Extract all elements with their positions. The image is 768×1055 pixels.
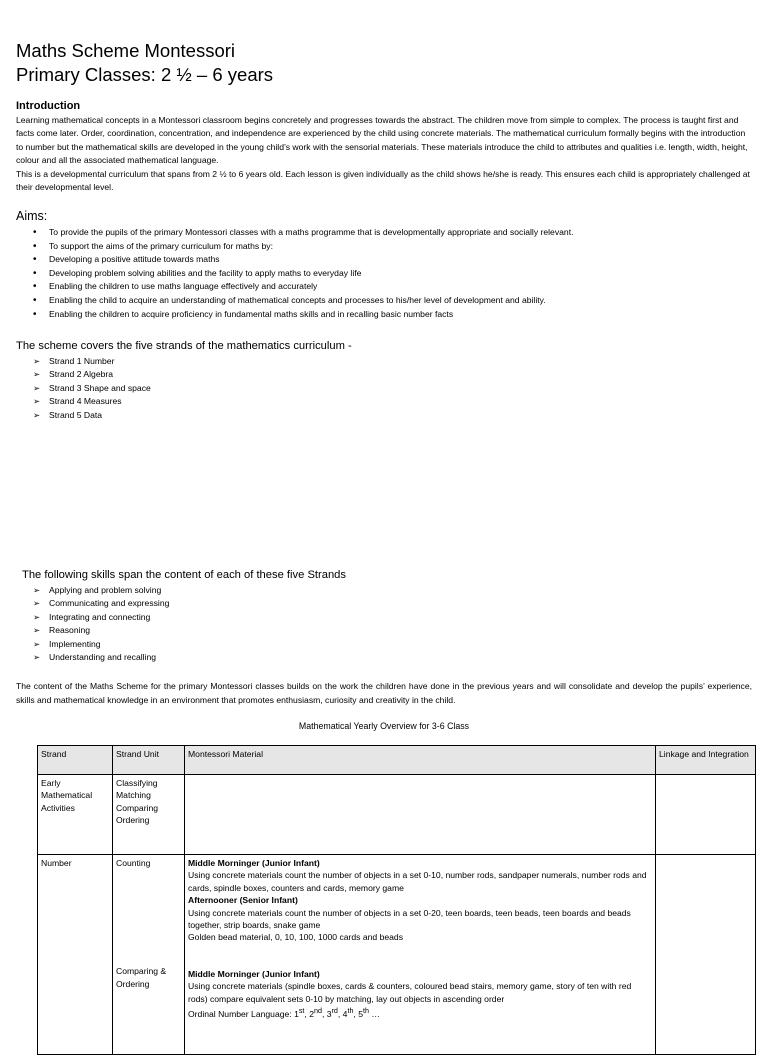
table-header-row	[38, 746, 756, 775]
unit-item: Classifying	[116, 778, 158, 788]
unit-item: Ordering	[116, 815, 150, 826]
skill-item: ➢ Implementing	[33, 638, 169, 651]
aims-list	[33, 226, 573, 321]
ordinal-ellipsis: …	[368, 1008, 380, 1019]
skill-item: ➢ Integrating and connecting	[33, 611, 169, 624]
header-strand-unit: Strand Unit	[113, 746, 185, 775]
intro-text-1: Learning mathematical concepts in a Montessori classroom begins concretely and progresses towards the abstract. The children move from simple to complex. The process is taught first and facts come later. Order, coordination, concentration, and independence are experienced by the child using concrete materials. The mathematical curriculum formally begins with the introduction to number but the mathematical skills are developed in the young child’s work with the sensorial materials. These materials introduce the child to attributes and qualities i.e. length, width, height, colour and all the associated mathematical language.	[16, 115, 748, 166]
cell-strand-unit	[113, 855, 185, 1055]
skill-item: ➢ Applying and problem solving	[33, 584, 169, 597]
document-subtitle: Primary Classes: 2 ½ – 6 years	[16, 64, 274, 85]
strand-item: ➢ Strand 2 Algebra	[33, 368, 151, 381]
content-paragraph: The content of the Maths Scheme for the primary Montessori classes builds on the work the children have done in the previous years and will consolidate and develop the pupils’ experience, skills and mathematical knowledge in an environment that promotes enthusiasm, curiosity and creativity in the child.	[16, 681, 752, 705]
cell-linkage	[656, 855, 756, 1055]
aims-item: • Developing a positive attitude towards maths	[33, 253, 573, 267]
header-linkage: Linkage and Integration	[656, 746, 756, 775]
ordinal-suffix: rd	[331, 1007, 338, 1016]
ordinal-number: 3	[326, 1008, 332, 1019]
table-row	[38, 855, 756, 1055]
aims-item: • Enabling the child to acquire an understanding of mathematical concepts and processes to his/her level of development and ability.	[33, 294, 573, 308]
material-text: Using concrete materials (spindle boxes, cards & counters, coloured bead stairs, memory game, story of ten with red rods) compare equivalent sets 0-10 by matching, lay out objects in ascending order	[188, 981, 632, 1004]
strands-list	[33, 355, 151, 422]
strand-item: ➢ Strand 5 Data	[33, 409, 151, 422]
unit-item: Comparing	[116, 802, 159, 813]
strand-item: ➢ Strand 3 Shape and space	[33, 382, 151, 395]
cell-material	[185, 775, 656, 855]
material-subheading: Middle Morninger (Junior Infant)	[188, 858, 320, 868]
ordinal-prefix: Ordinal Number Language:	[188, 1008, 295, 1019]
table-caption: Mathematical Yearly Overview for 3-6 Class	[298, 721, 470, 731]
skill-item: ➢ Communicating and expressing	[33, 597, 169, 610]
yearly-overview-table	[37, 745, 756, 1055]
cell-linkage	[656, 775, 756, 855]
material-text: Golden bead material, 0, 10, 100, 1000 cards and beads	[188, 932, 403, 943]
cell-strand: Number	[38, 855, 113, 1055]
strand-item: ➢ Strand 4 Measures	[33, 395, 151, 408]
skill-item: ➢ Understanding and recalling	[33, 651, 169, 664]
ordinal-suffix: th	[362, 1007, 369, 1016]
ordinal-suffix: st	[298, 1007, 305, 1016]
intro-text-2: This is a developmental curriculum that spans from 2 ½ to 6 years old. Each lesson is given individually as the child shows he/she is ready. This ensures each child is appropriately challenged at their developmental level.	[16, 168, 750, 193]
cell-material	[185, 855, 656, 1055]
aims-item: • To provide the pupils of the primary Montessori classes with a maths programme that is developmentally appropriate and socially relevant.	[33, 226, 573, 240]
ordinal-number: 5	[358, 1008, 363, 1019]
material-subheading: Middle Morninger (Junior Infant)	[188, 968, 320, 979]
table-row	[38, 775, 756, 855]
document-title: Maths Scheme Montessori	[16, 40, 236, 61]
material-subheading: Afternooner (Senior Infant)	[188, 895, 298, 906]
aims-item: • Enabling the children to use maths language effectively and accurately	[33, 280, 573, 294]
ordinal-number: 1	[294, 1008, 299, 1019]
skills-lead: The following skills span the content of each of these five Strands	[22, 569, 347, 581]
strand-item: ➢ Strand 1 Number	[33, 355, 151, 368]
ordinal-suffix: nd	[313, 1007, 322, 1016]
cell-strand: Early Mathematical Activities	[38, 775, 113, 855]
strands-lead: The scheme covers the five strands of the mathematics curriculum -	[16, 340, 352, 352]
introduction-heading: Introduction	[16, 100, 81, 112]
ordinal-number: 2	[309, 1008, 314, 1019]
aims-item: • Enabling the children to acquire proficiency in fundamental maths skills and in recalling basic number facts	[33, 308, 573, 322]
ordinal-suffix: th	[347, 1007, 354, 1016]
material-text: Using concrete materials count the number of objects in a set 0-20, teen boards, teen beads, teen boards and beads together, strip boards, snake game	[188, 907, 631, 931]
material-text: Using concrete materials count the number of objects in a set 0-10, number rods, sandpaper numerals, number rods and cards, spindle boxes, counters and cards, memory game	[188, 870, 647, 893]
aims-heading: Aims:	[16, 209, 48, 223]
unit-item: Comparing & Ordering	[116, 966, 167, 989]
header-montessori-material: Montessori Material	[185, 746, 656, 775]
aims-item: • To support the aims of the primary curriculum for maths by:	[33, 240, 573, 254]
unit-item: Counting	[116, 858, 151, 868]
ordinal-number: 4	[342, 1008, 348, 1019]
aims-item: • Developing problem solving abilities and the facility to apply maths to everyday life	[33, 267, 573, 281]
introduction-paragraph	[16, 114, 754, 194]
skills-list	[33, 584, 169, 664]
cell-strand-unit	[113, 775, 185, 855]
skill-item: ➢ Reasoning	[33, 624, 169, 637]
ordinal-language-text: Ordinal Number Language: 1st, 2nd, 3rd, 4th, 5th …	[188, 1007, 380, 1019]
unit-item: Matching	[116, 790, 151, 801]
header-strand: Strand	[38, 746, 113, 775]
